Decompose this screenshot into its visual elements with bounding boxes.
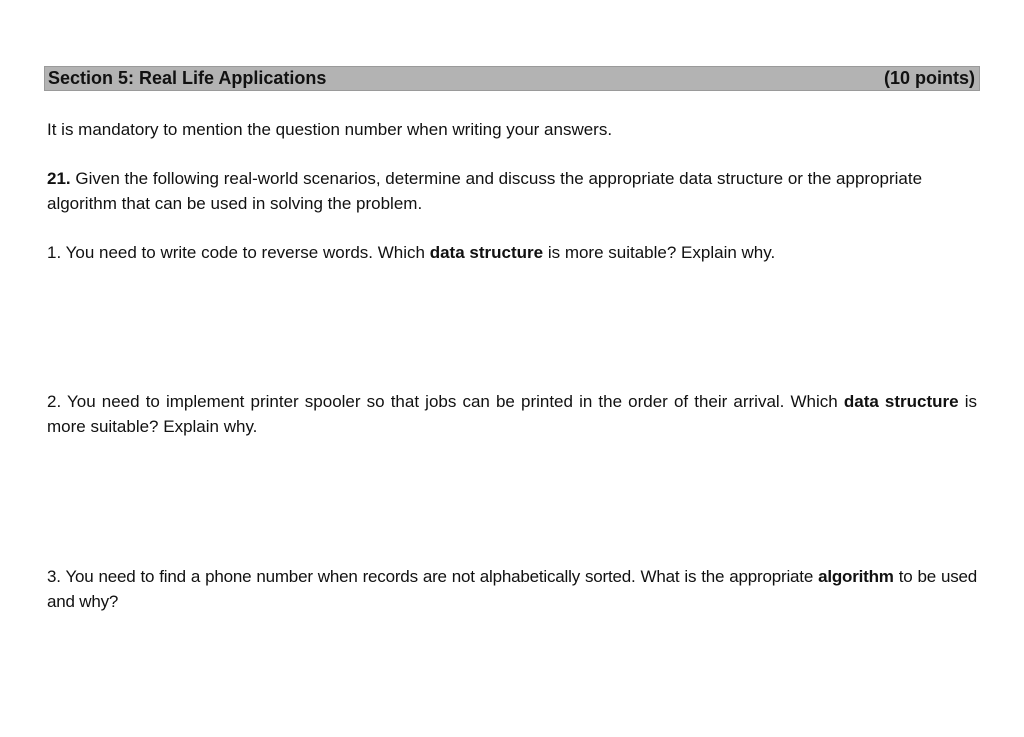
scenario-1-text-after: is more suitable? Explain why. (543, 243, 776, 262)
scenario-2-text-before: 2. You need to implement printer spooler so that jobs can be printed in the order of their arrival. Which (47, 392, 844, 411)
scenario-1-bold-term: data structure (429, 243, 544, 262)
scenario-3 (47, 564, 977, 614)
scenario-3-text-before: 3. You need to find a phone number when records are not alphabetically sorted. What is the appropriate (47, 567, 819, 586)
question-21-number: 21. (47, 169, 71, 188)
section-title: Section 5: Real Life Applications (48, 68, 327, 88)
question-21 (47, 166, 977, 216)
scenario-1-text-before: 1. You need to write code to reverse words. Which (47, 243, 430, 262)
scenario-2-bold-term: data structure (843, 392, 959, 411)
scenario-3-bold-term: algorithm (818, 567, 894, 586)
scenario-3-text-after: to be used and why? (47, 567, 978, 611)
section-points: (10 points) (883, 68, 975, 88)
scenario-2-text-after: is more suitable? Explain why. (47, 392, 977, 436)
section-header (44, 66, 980, 91)
scenario-2 (47, 389, 977, 439)
scenario-1 (47, 240, 977, 265)
question-21-text: Given the following real-world scenarios, determine and discuss the appropriate data structure or the appropriate algorithm that can be used in solving the problem. (47, 169, 923, 213)
instructions-text: It is mandatory to mention the question number when writing your answers. (47, 120, 613, 139)
